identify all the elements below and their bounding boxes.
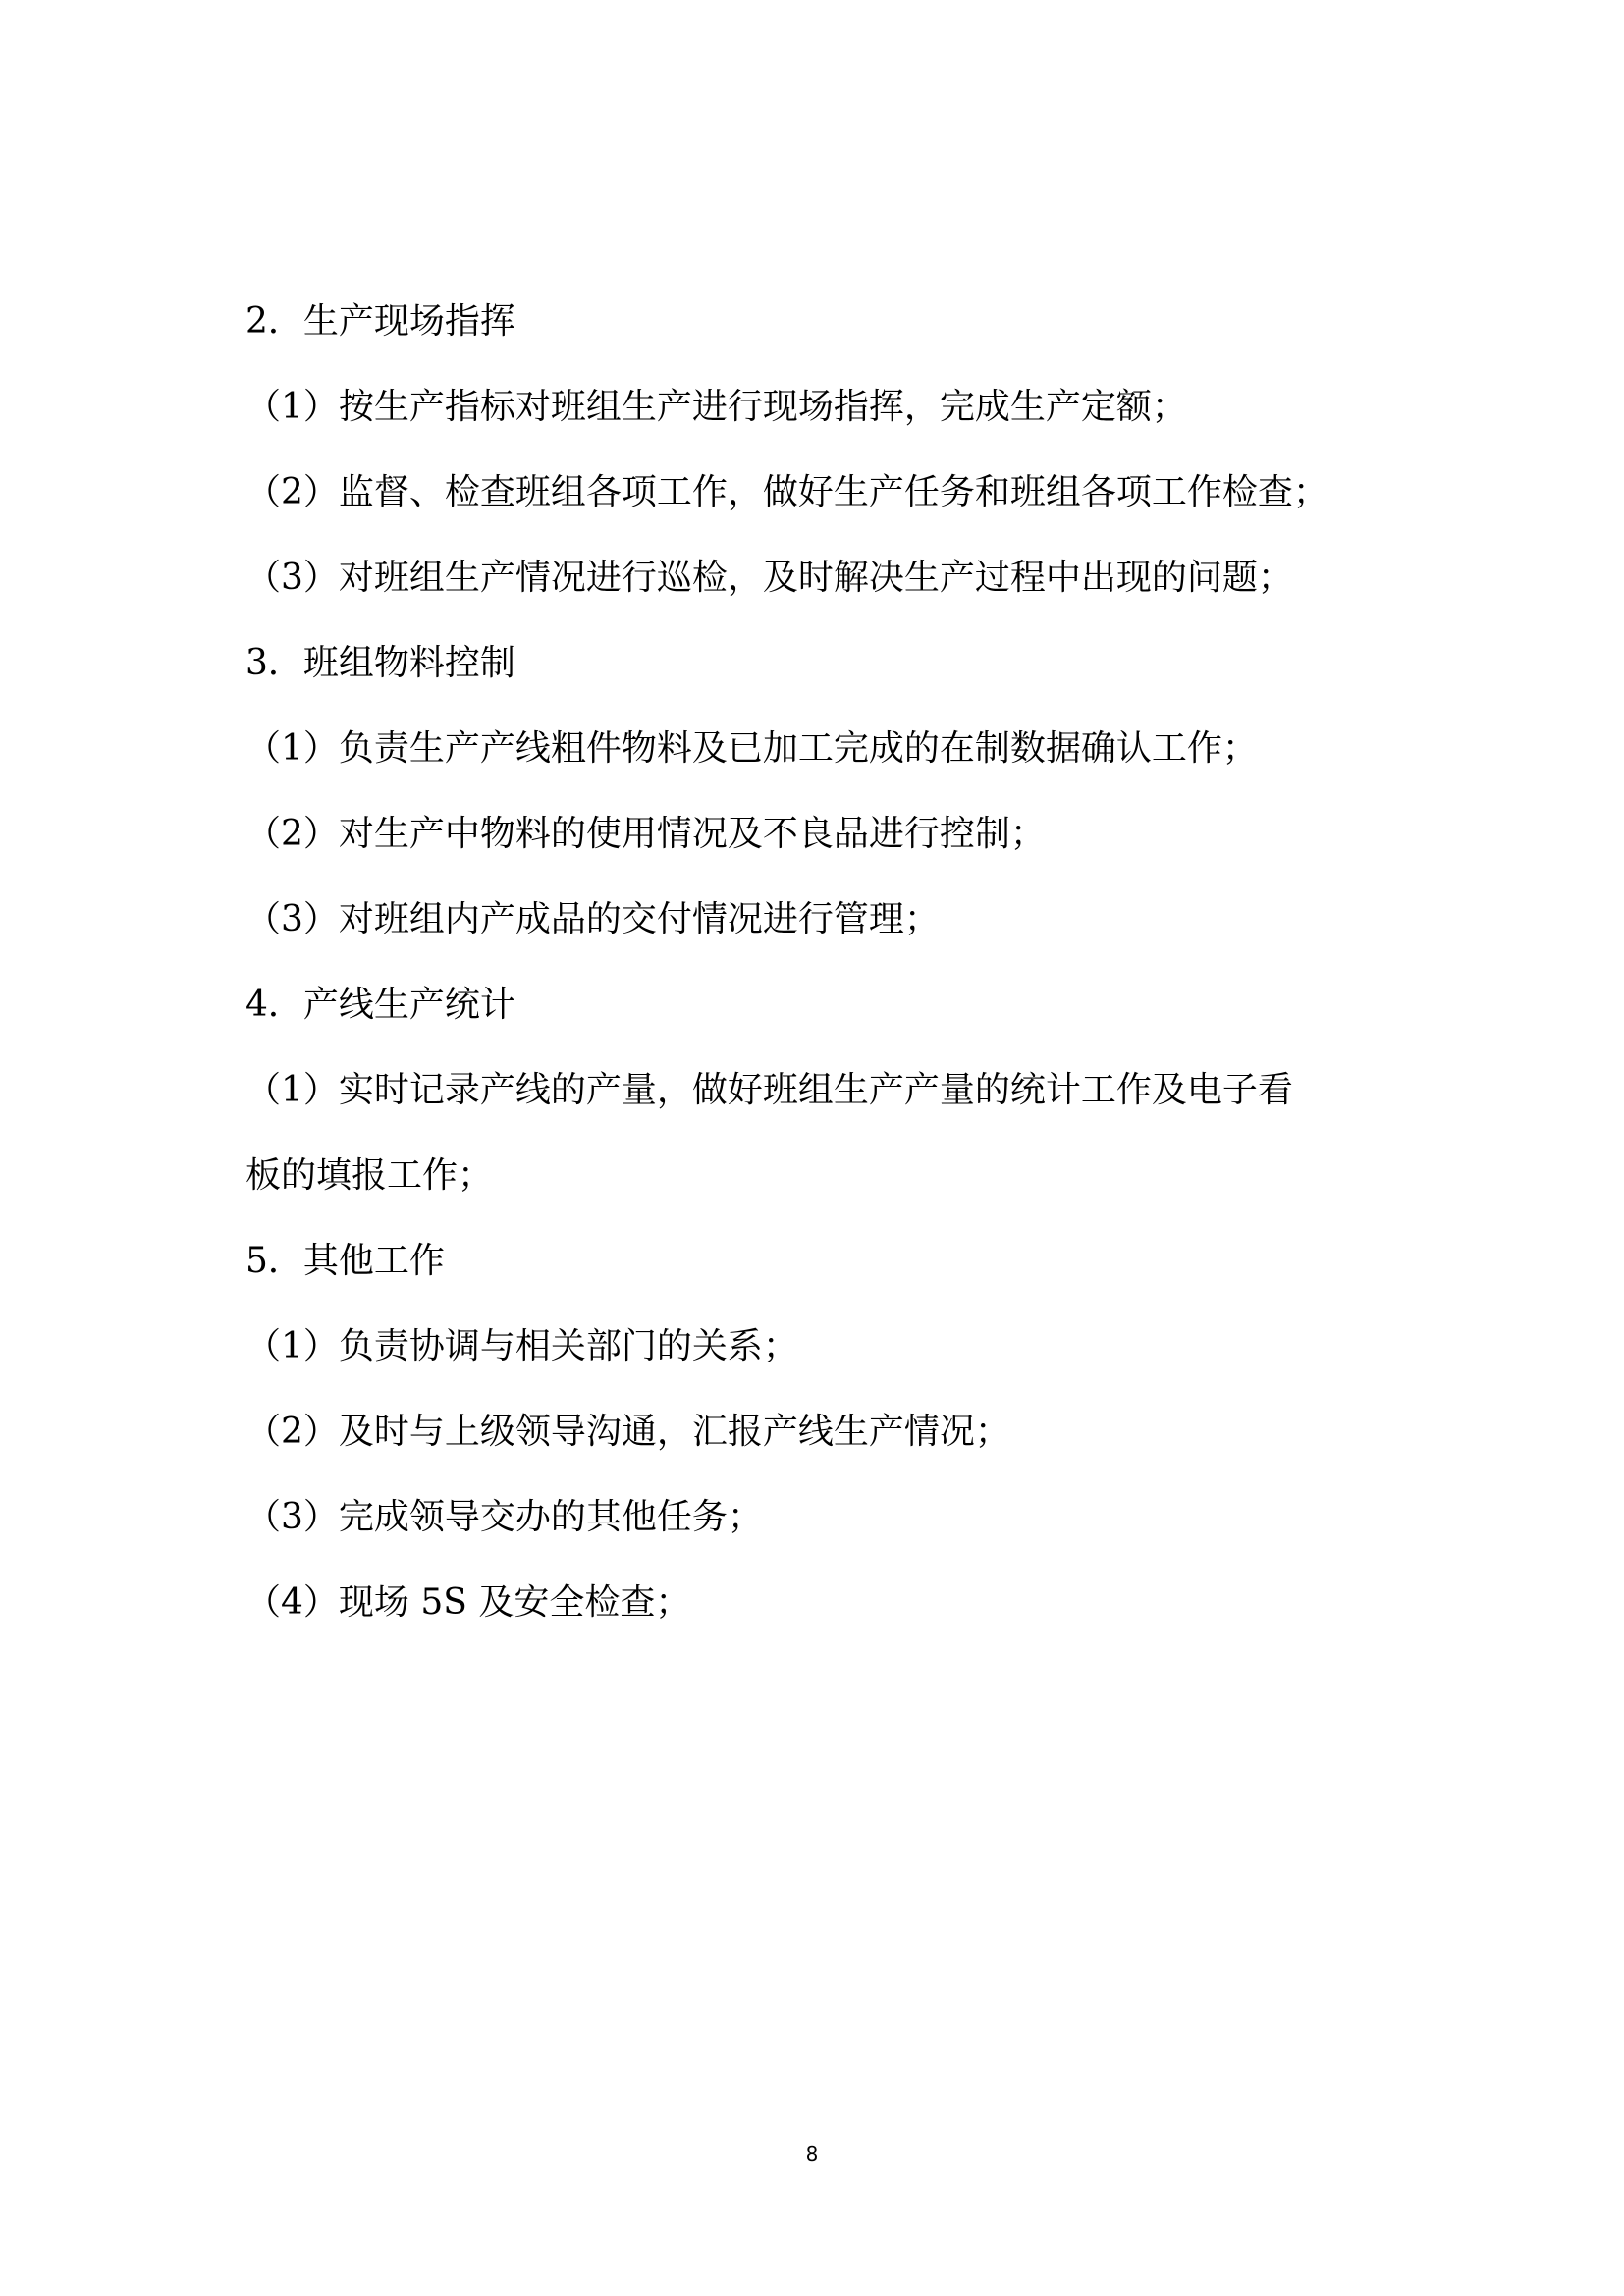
list-item: （1）实时记录产线的产量，做好班组生产产量的统计工作及电子看 [245,1070,1293,1110]
list-item: （3）对班组内产成品的交付情况进行管理； [245,899,940,939]
list-item: （1）负责协调与相关部门的关系； [245,1326,798,1366]
section-heading: 4．产线生产统计 [245,985,515,1025]
list-item: （3）完成领导交办的其他任务； [245,1497,763,1537]
section-heading: 2．生产现场指挥 [245,301,515,342]
section-heading: 3．班组物料控制 [245,643,515,683]
section-heading: 5．其他工作 [245,1241,445,1281]
list-item: （2）及时与上级领导沟通，汇报产线生产情况； [245,1412,1010,1452]
list-item-continuation: 板的填报工作； [245,1155,494,1196]
list-item: （2）监督、检查班组各项工作，做好生产任务和班组各项工作检查； [245,472,1328,512]
list-item: （1）负责生产产线粗件物料及已加工完成的在制数据确认工作； [245,728,1258,769]
list-item: （2）对生产中物料的使用情况及不良品进行控制； [245,814,1046,854]
list-item: （3）对班组生产情况进行巡检，及时解决生产过程中出现的问题； [245,558,1293,598]
page-number: 8 [805,2142,819,2165]
list-item: （4）现场 5S 及安全检查； [245,1582,691,1623]
list-item: （1）按生产指标对班组生产进行现场指挥，完成生产定额； [245,387,1187,427]
